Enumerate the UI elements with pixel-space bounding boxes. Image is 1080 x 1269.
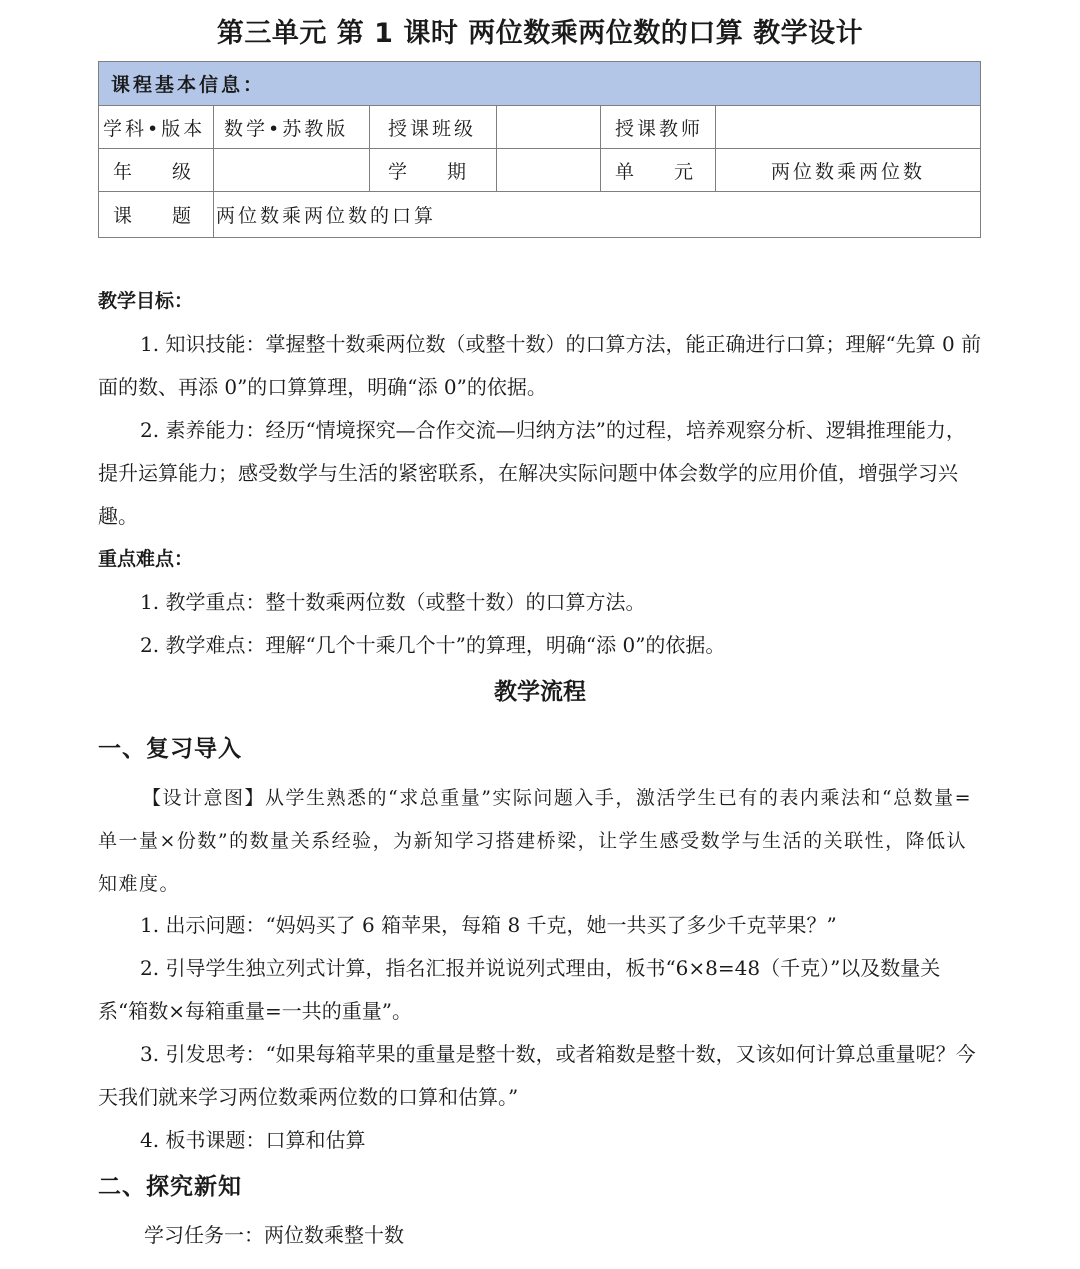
teacher-label: 授课教师 [601,106,716,149]
class-label: 授课班级 [370,106,497,149]
section1-heading: 一、复习导入 [98,736,242,762]
grade-label: 年级 [99,149,214,192]
subject-label: 学科•版本 [99,106,214,149]
step-item: 4. 板书课题：口算和估算 [140,1128,366,1152]
objective-item: 2. 素养能力：经历“情境探究—合作交流—归纳方法”的过程，培养观察分析、逻辑推理能力，提升运算能力；感受数学与生活的紧密联系，在解决实际问题中体会数学的应用价值，增强学习兴趣。 [98,418,966,528]
table-row [99,192,981,238]
grade-value [214,149,370,192]
section1-steps [98,904,982,1162]
design-intent: 【设计意图】从学生熟悉的“求总重量”实际问题入手，激活学生已有的表内乘法和“总数量=单一量×份数”的数量关系经验，为新知学习搭建桥梁，让学生感受数学与生活的关联性，降低认知难度。 [98,787,973,895]
task1-heading: 学习任务一：两位数乘整十数 [144,1223,404,1247]
table-header-row [99,62,981,106]
objectives-section [98,280,982,667]
step-item: 3. 引发思考：“如果每箱苹果的重量是整十数，或者箱数是整十数，又该如何计算总重量呢？今天我们就来学习两位数乘两位数的口算和估算。” [98,1042,976,1109]
teacher-value [716,106,981,149]
step-item: 1. 出示问题：“妈妈买了 6 箱苹果，每箱 8 千克，她一共买了多少千克苹果？” [140,913,837,937]
table-row [99,106,981,149]
unit-value: 两位数乘两位数 [716,149,981,192]
term-label: 学期 [370,149,497,192]
unit-label: 单元 [601,149,716,192]
document-title: 第三单元 第 1 课时 两位数乘两位数的口算 教学设计 [216,18,864,49]
step-item: 2. 引导学生独立列式计算，指名汇报并说说列式理由，板书“6×8=48（千克）”以及数量关系“箱数×每箱重量=一共的重量”。 [98,956,941,1023]
key-point-item: 2. 教学难点：理解“几个十乘几个十”的算理，明确“添 0”的依据。 [140,633,726,657]
topic-value: 两位数乘两位数的口算 [214,192,981,238]
table-header: 课程基本信息： [99,62,981,106]
key-points-heading: 重点难点： [98,548,194,570]
section2-heading: 二、探究新知 [98,1174,242,1200]
objectives-heading: 教学目标： [98,290,194,312]
course-info-table [98,61,981,238]
term-value [497,149,601,192]
table-row [99,149,981,192]
objective-item: 1. 知识技能：掌握整十数乘两位数（或整十数）的口算方法，能正确进行口算；理解“先算 0 前面的数、再添 0”的口算算理，明确“添 0”的依据。 [98,332,982,399]
class-value [497,106,601,149]
topic-label: 课题 [99,192,214,238]
flow-title: 教学流程 [494,679,586,705]
subject-value: 数学•苏教版 [214,106,370,149]
key-point-item: 1. 教学重点：整十数乘两位数（或整十数）的口算方法。 [140,590,646,614]
